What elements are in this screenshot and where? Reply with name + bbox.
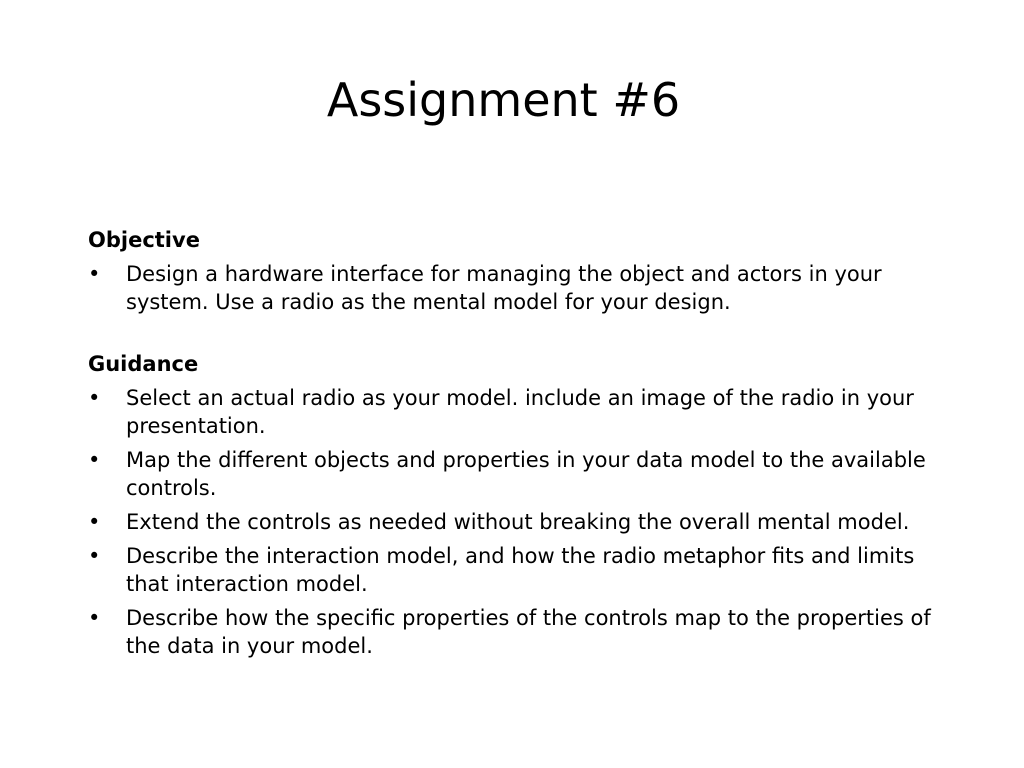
bullet-icon: • <box>88 262 101 286</box>
section-spacer <box>88 322 948 350</box>
slide-body <box>88 226 948 666</box>
objective-list <box>88 260 948 316</box>
list-item-text: Map the different objects and properties in your data model to the available controls. <box>126 448 926 500</box>
slide-title: Assignment #6 <box>326 73 681 127</box>
bullet-icon: • <box>88 510 101 534</box>
bullet-icon: • <box>88 544 101 568</box>
section-heading-guidance: Guidance <box>88 352 199 376</box>
bullet-icon: • <box>88 386 101 410</box>
list-item-text: Extend the controls as needed without breaking the overall mental model. <box>126 510 910 534</box>
list-item <box>88 508 948 536</box>
guidance-list <box>88 384 948 660</box>
list-item <box>88 260 948 316</box>
list-item-text: Describe the interaction model, and how the radio metaphor fits and limits that interaction model. <box>126 544 915 596</box>
bullet-icon: • <box>88 448 101 472</box>
list-item-text: Select an actual radio as your model. include an image of the radio in your presentation. <box>126 386 914 438</box>
section-heading-objective: Objective <box>88 228 200 252</box>
bullet-icon: • <box>88 606 101 630</box>
list-item-text: Describe how the specific properties of the controls map to the properties of the data in your model. <box>126 606 931 658</box>
list-item <box>88 542 948 598</box>
list-item <box>88 604 948 660</box>
list-item <box>88 384 948 440</box>
list-item-text: Design a hardware interface for managing the object and actors in your system. Use a radio as the mental model for your design. <box>126 262 882 314</box>
list-item <box>88 446 948 502</box>
